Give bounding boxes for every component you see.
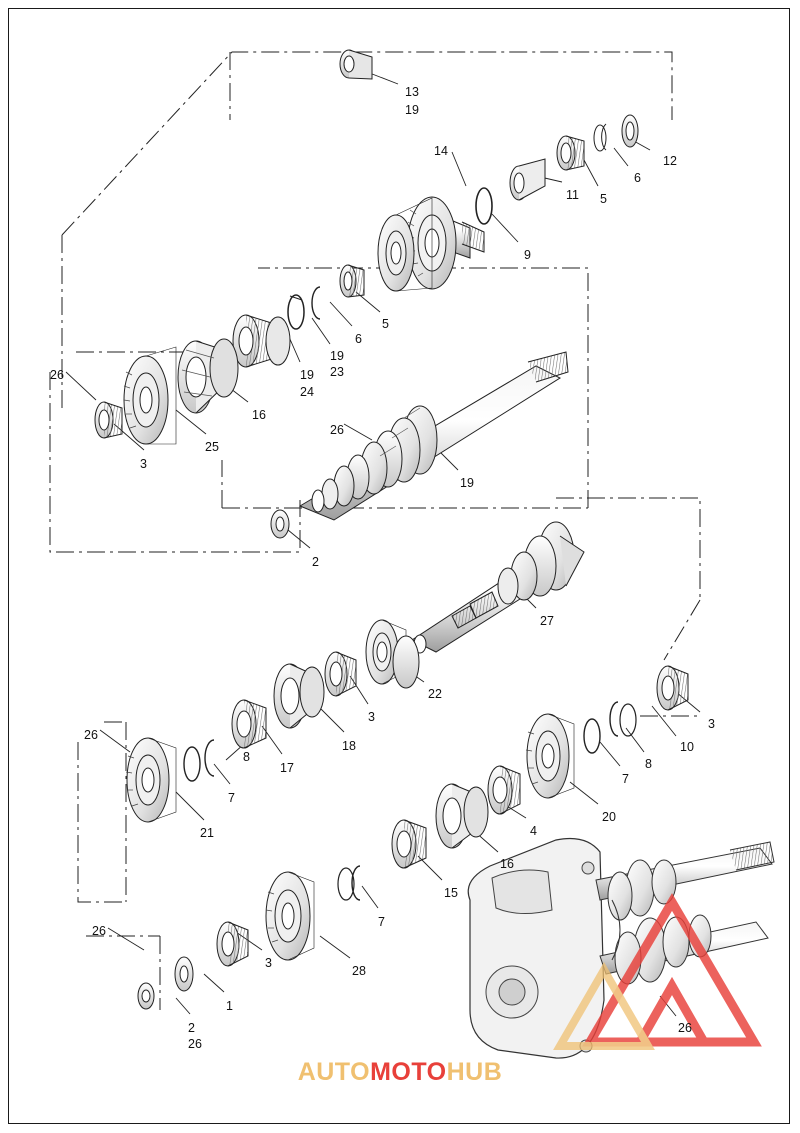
callout-19: 19 [460, 476, 474, 490]
callout-10: 10 [680, 740, 694, 754]
callout-16: 16 [500, 857, 514, 871]
callout-5: 5 [600, 192, 607, 206]
callout-3: 3 [368, 710, 375, 724]
callout-12: 12 [663, 154, 677, 168]
callout-1: 1 [226, 999, 233, 1013]
callout-26: 26 [50, 368, 64, 382]
callout-27: 27 [540, 614, 554, 628]
watermark-text [0, 1058, 800, 1087]
callout-6: 6 [634, 171, 641, 185]
callout-26: 26 [678, 1021, 692, 1035]
callout-14: 14 [434, 144, 448, 158]
callout-8: 8 [243, 750, 250, 764]
callout-2: 2 [188, 1021, 195, 1035]
callout-7: 7 [622, 772, 629, 786]
callout-7: 7 [228, 791, 235, 805]
callout-18: 18 [342, 739, 356, 753]
callout-15: 15 [444, 886, 458, 900]
callout-26: 26 [92, 924, 106, 938]
callout-28: 28 [352, 964, 366, 978]
callout-2: 2 [312, 555, 319, 569]
callout-25: 25 [205, 440, 219, 454]
callout-23: 23 [330, 365, 344, 379]
callout-3: 3 [265, 956, 272, 970]
callout-24: 24 [300, 385, 314, 399]
callout-3: 3 [708, 717, 715, 731]
callout-4: 4 [530, 824, 537, 838]
callout-21: 21 [200, 826, 214, 840]
callout-19: 19 [330, 349, 344, 363]
callout-19: 19 [405, 103, 419, 117]
watermark-auto: AUTO [297, 1058, 371, 1086]
callout-19: 19 [300, 368, 314, 382]
watermark-moto: MOTO [370, 1058, 447, 1086]
callout-26: 26 [84, 728, 98, 742]
callout-5: 5 [382, 317, 389, 331]
callout-8: 8 [645, 757, 652, 771]
callout-22: 22 [428, 687, 442, 701]
callout-26: 26 [188, 1037, 202, 1051]
callout-16: 16 [252, 408, 266, 422]
watermark-hub: HUB [446, 1058, 503, 1086]
callout-20: 20 [602, 810, 616, 824]
callout-17: 17 [280, 761, 294, 775]
callout-9: 9 [524, 248, 531, 262]
callout-26: 26 [330, 423, 344, 437]
callout-13: 13 [405, 85, 419, 99]
callout-3: 3 [140, 457, 147, 471]
callout-11: 11 [566, 188, 579, 202]
callout-6: 6 [355, 332, 362, 346]
callout-7: 7 [378, 915, 385, 929]
